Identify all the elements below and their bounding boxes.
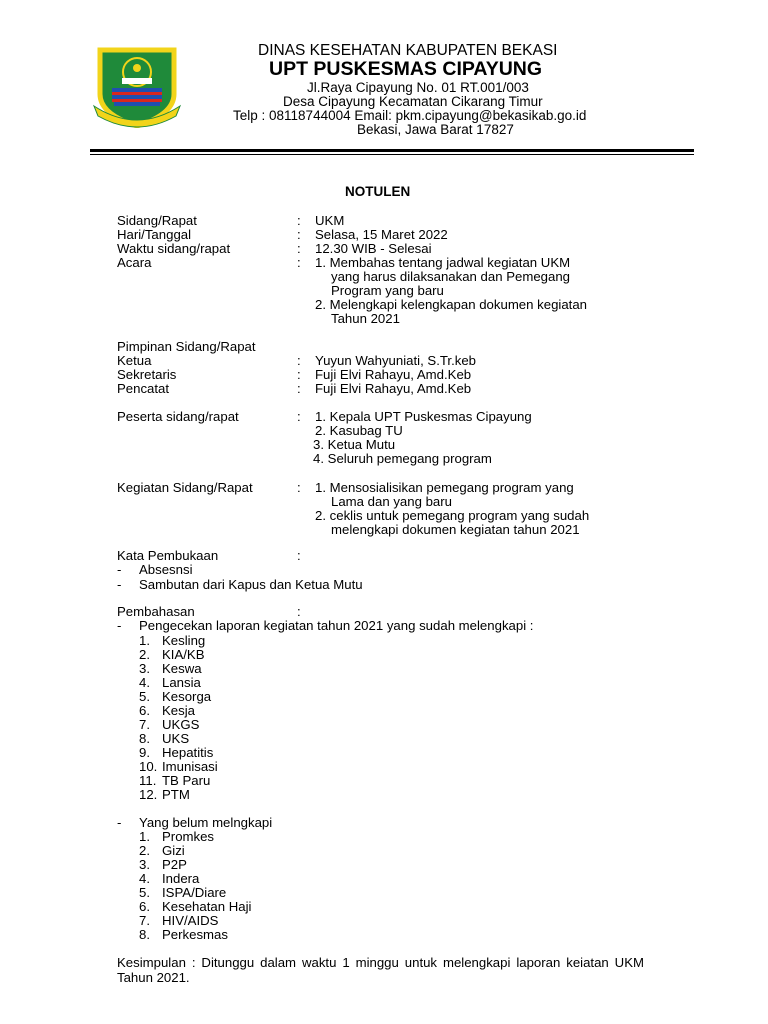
pending-num: 1. (139, 829, 150, 844)
pembahasan-colon: : (297, 604, 301, 619)
peserta-item: 2. Kasubag TU (315, 423, 403, 438)
pembahasan-intro: Pengecekan laporan kegiatan tahun 2021 yang sudah melengkapi : (139, 618, 534, 633)
pimpinan-colon: : (297, 353, 301, 368)
info-colon: : (297, 227, 301, 242)
kegiatan-line: 1. Mensosialisikan pemegang program yang (315, 480, 574, 495)
contact-line: Telp : 08118744004 Email: pkm.cipayung@bekasikab.go.id (233, 108, 587, 123)
pimpinan-value: Fuji Elvi Rahayu, Amd.Keb (315, 367, 472, 382)
list-dash: - (117, 577, 122, 592)
done-num: 1. (139, 633, 150, 648)
pending-item: Perkesmas (162, 927, 228, 942)
done-item: Kesja (162, 703, 195, 718)
pimpinan-colon: : (297, 367, 301, 382)
peserta-item: 4. Seluruh pemegang program (313, 451, 492, 466)
done-item: UKS (162, 731, 190, 746)
done-num: 7. (139, 717, 150, 732)
done-num: 2. (139, 647, 150, 662)
done-num: 3. (139, 661, 150, 676)
done-num: 12. (139, 787, 158, 802)
pimpinan-label: Pencatat (117, 381, 170, 396)
info-value: Selasa, 15 Maret 2022 (315, 227, 448, 242)
document-title: NOTULEN (345, 184, 411, 199)
kegiatan-line: Lama dan yang baru (331, 494, 452, 509)
done-num: 11. (139, 773, 157, 788)
peserta-colon: : (297, 409, 301, 424)
done-num: 6. (139, 703, 150, 718)
info-label: Hari/Tanggal (117, 227, 192, 242)
puskesmas-logo (92, 46, 182, 128)
kegiatan-label: Kegiatan Sidang/Rapat (117, 480, 253, 495)
kegiatan-line: melengkapi dokumen kegiatan tahun 2021 (331, 522, 580, 537)
unit-name: UPT PUSKESMAS CIPAYUNG (269, 58, 543, 80)
kegiatan-line: 2. ceklis untuk pemegang program yang sudah (315, 508, 590, 523)
pembukaan-item: Absesnsi (139, 562, 193, 577)
kegiatan-colon: : (297, 480, 301, 495)
pending-intro: Yang belum melngkapi (139, 815, 273, 830)
pending-item: ISPA/Diare (162, 885, 227, 900)
pending-num: 3. (139, 857, 150, 872)
acara-line: Tahun 2021 (331, 311, 400, 326)
pembukaan-colon: : (297, 548, 301, 563)
done-item: Kesling (162, 633, 206, 648)
address-line-1: Jl.Raya Cipayung No. 01 RT.001/003 (307, 80, 529, 95)
pimpinan-label: Ketua (117, 353, 152, 368)
pending-num: 6. (139, 899, 150, 914)
pimpinan-label: Sekretaris (117, 367, 177, 382)
address-line-3: Bekasi, Jawa Barat 17827 (357, 122, 514, 137)
done-num: 4. (139, 675, 150, 690)
pimpinan-value: Yuyun Wahyuniati, S.Tr.keb (315, 353, 477, 368)
done-item: PTM (162, 787, 190, 802)
done-item: Imunisasi (162, 759, 218, 774)
pembukaan-label: Kata Pembukaan (117, 548, 219, 563)
pending-num: 5. (139, 885, 150, 900)
pending-item: Gizi (162, 843, 185, 858)
done-item: Hepatitis (162, 745, 214, 760)
info-value: 12.30 WIB - Selesai (315, 241, 432, 256)
pending-num: 2. (139, 843, 150, 858)
pending-item: P2P (162, 857, 187, 872)
pembahasan-label: Pembahasan (117, 604, 195, 619)
address-line-2: Desa Cipayung Kecamatan Cikarang Timur (283, 94, 543, 109)
acara-line: yang harus dilaksanakan dan Pemegang (331, 269, 571, 284)
done-item: Lansia (162, 675, 201, 690)
pending-item: Kesehatan Haji (162, 899, 252, 914)
pending-item: Promkes (162, 829, 215, 844)
info-label: Acara (117, 255, 152, 270)
info-colon: : (297, 213, 301, 228)
header-rule-thin (90, 154, 694, 155)
pending-item: Indera (162, 871, 200, 886)
kesimpulan-text: Kesimpulan : Ditunggu dalam waktu 1 minggu untuk melengkapi laporan keiatan UKM Tahun 2021. (117, 955, 644, 985)
acara-line: 2. Melengkapi kelengkapan dokumen kegiatan (315, 297, 587, 312)
pending-num: 7. (139, 913, 150, 928)
done-item: Keswa (162, 661, 202, 676)
pembukaan-item: Sambutan dari Kapus dan Ketua Mutu (139, 577, 363, 592)
peserta-item: 3. Ketua Mutu (313, 437, 396, 452)
info-colon: : (297, 255, 301, 270)
info-label: Waktu sidang/rapat (117, 241, 231, 256)
done-item: TB Paru (162, 773, 211, 788)
info-colon: : (297, 241, 301, 256)
done-item: Kesorga (162, 689, 212, 704)
list-dash: - (117, 815, 122, 830)
pending-num: 8. (139, 927, 150, 942)
done-item: UKGS (162, 717, 200, 732)
list-dash: - (117, 562, 122, 577)
peserta-label: Peserta sidang/rapat (117, 409, 239, 424)
pimpinan-colon: : (297, 381, 301, 396)
pimpinan-heading: Pimpinan Sidang/Rapat (117, 339, 256, 354)
list-dash: - (117, 618, 122, 633)
pending-item: HIV/AIDS (162, 913, 219, 928)
pimpinan-value: Fuji Elvi Rahayu, Amd.Keb (315, 381, 472, 396)
done-num: 9. (139, 745, 150, 760)
done-num: 8. (139, 731, 150, 746)
peserta-item: 1. Kepala UPT Puskesmas Cipayung (315, 409, 532, 424)
info-value: 1. Membahas tentang jadwal kegiatan UKM (315, 255, 571, 270)
agency-name: DINAS KESEHATAN KABUPATEN BEKASI (258, 42, 558, 59)
done-item: KIA/KB (162, 647, 205, 662)
info-label: Sidang/Rapat (117, 213, 197, 228)
pending-num: 4. (139, 871, 150, 886)
header-rule-thick (90, 149, 694, 152)
done-num: 5. (139, 689, 150, 704)
done-num: 10. (139, 759, 158, 774)
info-value: UKM (315, 213, 345, 228)
acara-line: Program yang baru (331, 283, 444, 298)
